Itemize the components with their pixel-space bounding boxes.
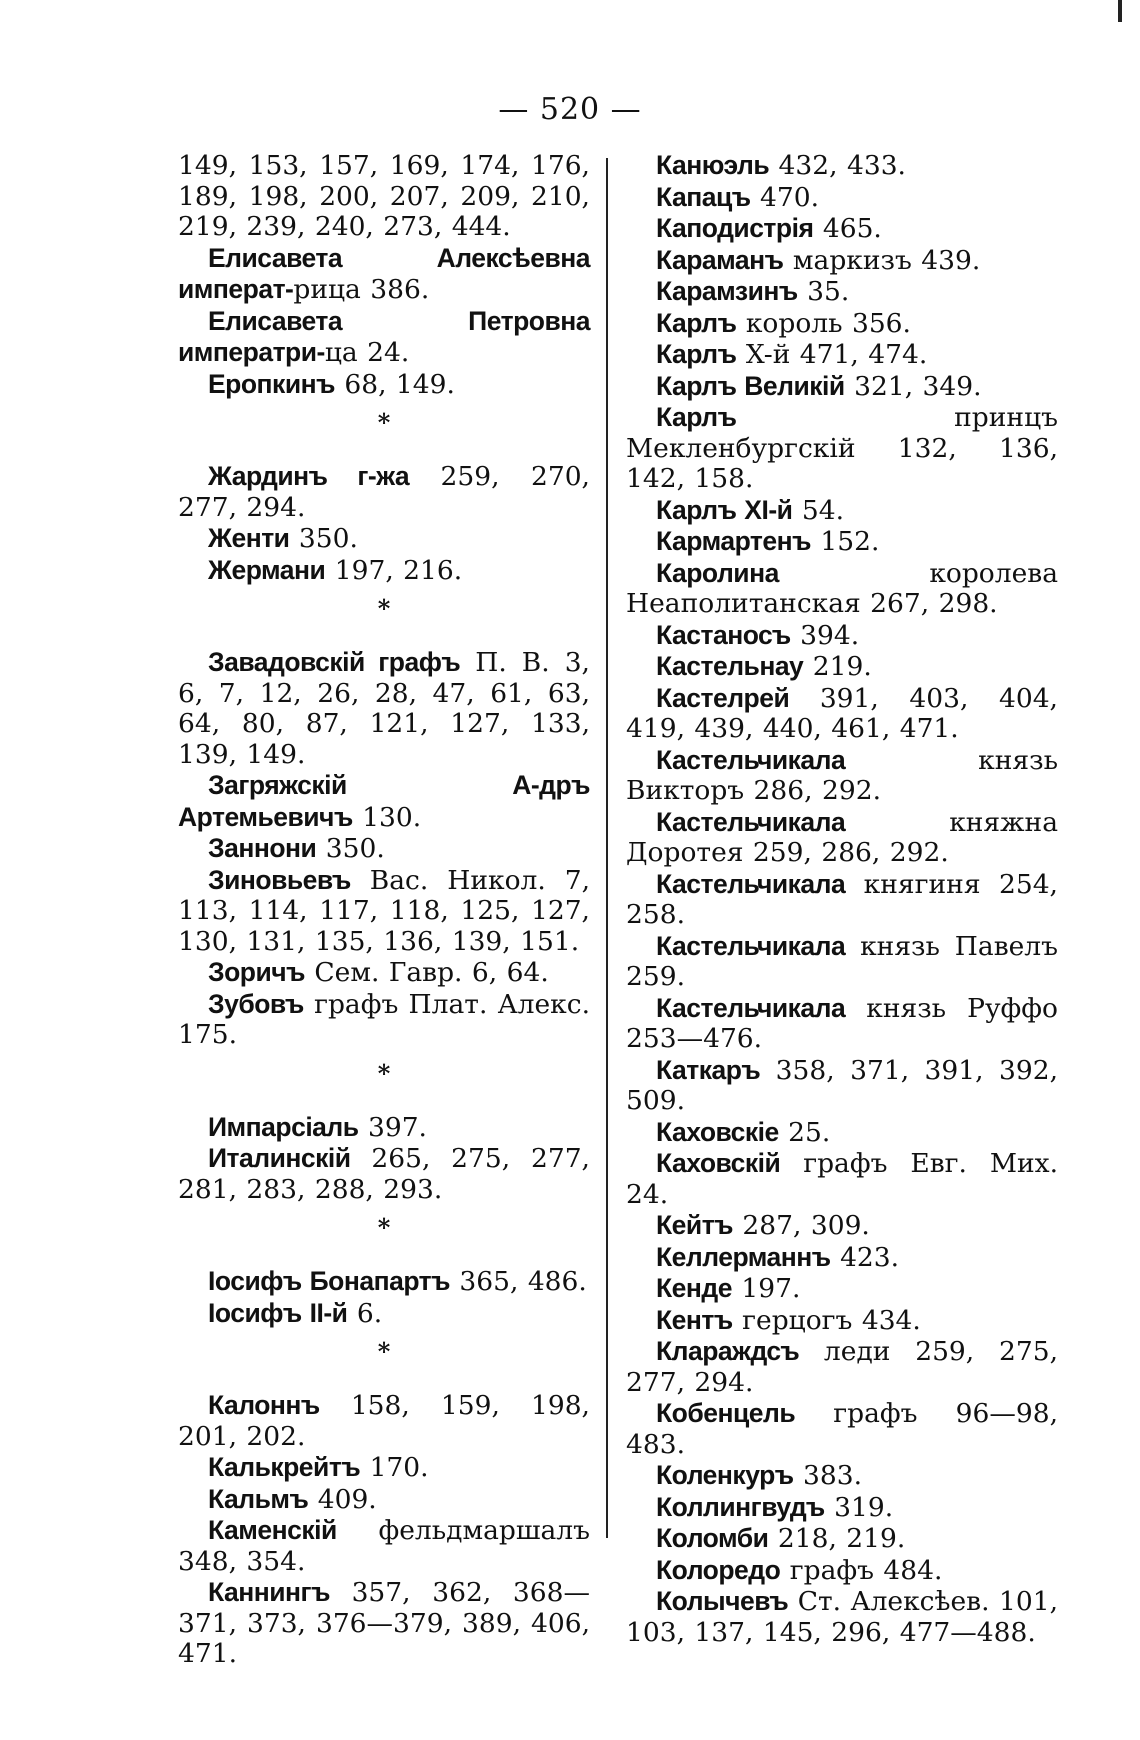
index-entry [626,1305,1058,1337]
index-entry [626,1210,1058,1242]
index-entry [626,807,1058,869]
entry-references: 365, 486. [449,1266,587,1297]
section-separator: * [377,1058,391,1088]
index-entry [626,402,1058,495]
entry-name: Заннони [208,833,317,863]
entry-name: Кастельчикала [656,930,846,961]
entry-references: 358, 371, 391, 392, 509. [626,1054,1058,1116]
entry-references: леди 259, 275, 277, 294. [626,1336,1058,1398]
right-column [626,150,1058,1648]
entry-references: 54. [792,494,845,526]
entry-references: князь Руффо 253—476. [626,992,1058,1054]
index-entry [178,306,590,369]
entry-references: 152. [810,526,880,557]
entry-references: 394. [790,619,860,651]
entry-name: Кастельчикала [656,806,846,837]
index-entry [626,371,1058,403]
index-entry [626,1055,1058,1117]
entry-name: Жардинъ г-жа [208,461,410,491]
entry-name: Каховскіе [656,1116,779,1147]
entry-references: графъ Евг. Мих. 24. [626,1148,1058,1210]
entry-name: Карлъ XI-й [656,494,793,525]
entry-references: рица 386. [293,274,430,305]
index-entry [178,989,590,1051]
section-separator: * [377,408,391,437]
entry-references: князь Викторъ 286, 292. [626,744,1058,806]
index-entry [178,243,590,306]
entry-references: принцъ Мекленбургскій 132, 136, 142, 158. [626,402,1058,494]
entry-references: 350. [289,523,358,554]
entry-references: 423. [830,1241,900,1273]
index-entry [178,1298,590,1330]
entry-name: Женти [208,523,290,553]
entry-references: П. В. 3, 6, 7, 12, 26, 28, 47, 61, 63, 64, 80, 87, 121, 127, 133, 139, 149. [178,647,590,770]
section-separator: * [377,1213,391,1242]
index-entry [178,957,590,989]
entry-name: Калоннъ [208,1390,320,1420]
entry-references: княгиня 254, 258. [626,868,1058,930]
index-entry [178,1452,590,1484]
entry-references: Вас. Никол. 7, 113, 114, 117, 118, 125, 127, 130, 131, 135, 136, 139, 151. [178,864,590,957]
index-entry [178,833,590,865]
entry-references: 25. [778,1116,831,1148]
entry-name: Завадовскій графъ [208,647,461,677]
entry-name: Кармартенъ [656,526,811,556]
index-entry [178,369,590,401]
entry-name: Каткаръ [656,1054,761,1085]
index-entry [178,647,590,770]
entry-references: 6. [347,1297,383,1329]
entry-name: Канюэль [656,150,770,180]
entry-name: Іосифъ II-й [208,1297,348,1328]
edge-mark [1118,0,1122,22]
index-entry [178,555,590,587]
entry-name: Кобенцель [656,1398,796,1428]
entry-references: 170. [360,1452,429,1483]
index-entry [626,1336,1058,1398]
index-entry [626,1460,1058,1492]
index-entry [626,558,1058,620]
entry-references: 321, 349. [844,370,982,402]
entry-references: 470. [750,181,820,213]
entry-references: герцогъ 434. [732,1304,921,1336]
index-entry [626,1117,1058,1149]
index-entry [626,993,1058,1055]
entry-name: Карамзинъ [656,276,798,306]
index-entry [178,1390,590,1452]
index-entry [178,1484,590,1516]
entry-name: Колычевъ [656,1586,789,1616]
entry-name: Кальмъ [208,1483,309,1514]
entry-name: Кастельчикала [656,744,846,775]
index-entry [626,182,1058,214]
entry-name: Карлъ [656,307,737,338]
entry-references: 149, 153, 157, 169, 174, 176, 189, 198, 200, 207, 209, 210, 219, 239, 240, 273, 444. [178,150,590,242]
entry-references: графъ Плат. Алекс. 175. [178,988,590,1050]
entry-name: Кастельчикала [656,868,846,899]
entry-name: Каховскій [656,1148,781,1178]
entry-name: Каменскій [208,1515,337,1545]
column-divider [606,158,608,1538]
entry-references: 197, 216. [325,554,463,586]
entry-name: Италинскій [208,1143,351,1173]
entry-references: 130. [352,801,422,833]
entry-name: Каролина [656,557,779,588]
entry-name: Кастелрей [656,682,790,713]
entry-references: 409. [308,1483,377,1515]
index-entry [626,339,1058,371]
entry-name: Елисавета Петровна императри- [178,305,590,367]
entry-name: Кейтъ [656,1210,733,1240]
index-entry [626,150,1058,182]
entry-references: маркизъ 439. [783,244,981,276]
entry-references: ца 24. [324,337,410,368]
entry-references: 357, 362, 368—371, 373, 376—379, 389, 406, 471. [178,1577,590,1669]
entry-references: 265, 275, 277, 281, 283, 288, 293. [178,1143,590,1205]
entry-references: графъ 484. [780,1554,943,1586]
index-entry [626,213,1058,245]
index-entry [626,495,1058,527]
entry-references: 383. [793,1460,863,1491]
index-entry [178,150,590,243]
entry-name: Колоредо [656,1554,781,1585]
entry-references: 465. [813,213,882,244]
entry-name: Коленкуръ [656,1460,794,1490]
index-entry [626,245,1058,277]
entry-name: Іосифъ Бонапартъ [208,1266,450,1296]
index-entry [626,1586,1058,1648]
index-entry [178,1112,590,1144]
index-entry [178,1515,590,1577]
index-entry [626,869,1058,931]
entry-name: Кастаносъ [656,619,791,650]
index-entry [626,1148,1058,1210]
entry-references: X-й 471, 474. [736,339,928,370]
entry-references: 319. [824,1491,894,1523]
entry-name: Зиновьевъ [208,864,351,895]
index-entry [626,276,1058,308]
index-entry [178,1266,590,1298]
index-entry [178,1143,590,1205]
entry-name: Еропкинъ [208,368,335,399]
index-entry [626,308,1058,340]
index-entry [626,931,1058,993]
entry-name: Карлъ [656,402,737,432]
index-entry [626,651,1058,683]
entry-references: 259, 270, 277, 294. [178,461,590,523]
entry-name: Зубовъ [208,988,304,1019]
entry-name: Карлъ Великій [656,370,845,401]
index-entry [626,1242,1058,1274]
index-entry [178,770,590,833]
section-separator: * [377,1337,391,1366]
entry-name: Кенде [656,1273,732,1303]
index-entry [626,1273,1058,1305]
entry-references: король 356. [736,307,911,339]
entry-references: 350. [316,833,385,864]
entry-references: 35. [797,276,850,307]
index-entry [178,1577,590,1670]
entry-references: 432, 433. [769,150,906,181]
entry-name: Каподистрія [656,213,814,243]
entry-name: Зоричъ [208,957,305,987]
entry-name: Капацъ [656,181,751,212]
index-entry [626,1555,1058,1587]
entry-name: Караманъ [656,244,784,275]
entry-references: графъ 96—98, 483. [626,1398,1058,1460]
entry-name: Коломби [656,1523,769,1553]
index-entry [178,523,590,555]
entry-name: Каннингъ [208,1577,330,1607]
entry-references: Ст. Алексѣев. 101, 103, 137, 145, 296, 477—488. [626,1586,1058,1648]
entry-references: 197. [731,1273,801,1304]
entry-name: Елисавета Алексѣевна императ- [178,242,590,304]
index-entry [626,526,1058,558]
entry-name: Кастельчикала [656,992,846,1023]
index-entry [626,1523,1058,1555]
index-entry [626,620,1058,652]
entry-name: Кастельнау [656,651,804,681]
index-entry [626,1492,1058,1524]
index-entry [626,683,1058,745]
entry-references: 218, 219. [768,1523,906,1554]
entry-references: 397. [358,1111,427,1143]
index-entry [626,745,1058,807]
entry-name: Клараждсъ [656,1336,800,1366]
index-entry [178,865,590,958]
entry-references: Сем. Гавр. 6, 64. [304,957,549,988]
left-column [178,150,590,1670]
entry-references: 287, 309. [733,1210,870,1241]
entry-name: Загряжскій А-дръ Артемьевичъ [178,770,590,832]
section-separator: * [377,594,391,623]
entry-name: Жермани [208,554,326,585]
entry-references: 158, 159, 198, 201, 202. [178,1390,590,1452]
entry-references: князь Павелъ 259. [626,930,1058,992]
entry-references: 219. [803,651,872,682]
entry-name: Кентъ [656,1304,733,1335]
entry-references: фельдмаршалъ 348, 354. [178,1515,590,1577]
entry-name: Импарсіаль [208,1111,359,1142]
entry-name: Карлъ [656,339,737,369]
index-entry [626,1398,1058,1460]
page-number: — 520 — [498,92,642,127]
entry-name: Келлерманнъ [656,1241,831,1272]
entry-references: королева Неаполитанская 267, 298. [626,557,1058,619]
index-entry [178,461,590,523]
entry-references: 391, 403, 404, 419, 439, 440, 461, 471. [626,682,1058,744]
entry-references: княжна Доротея 259, 286, 292. [626,806,1058,868]
entry-references: 68, 149. [334,368,455,400]
entry-name: Калькрейтъ [208,1452,361,1482]
entry-name: Коллингвудъ [656,1491,825,1522]
